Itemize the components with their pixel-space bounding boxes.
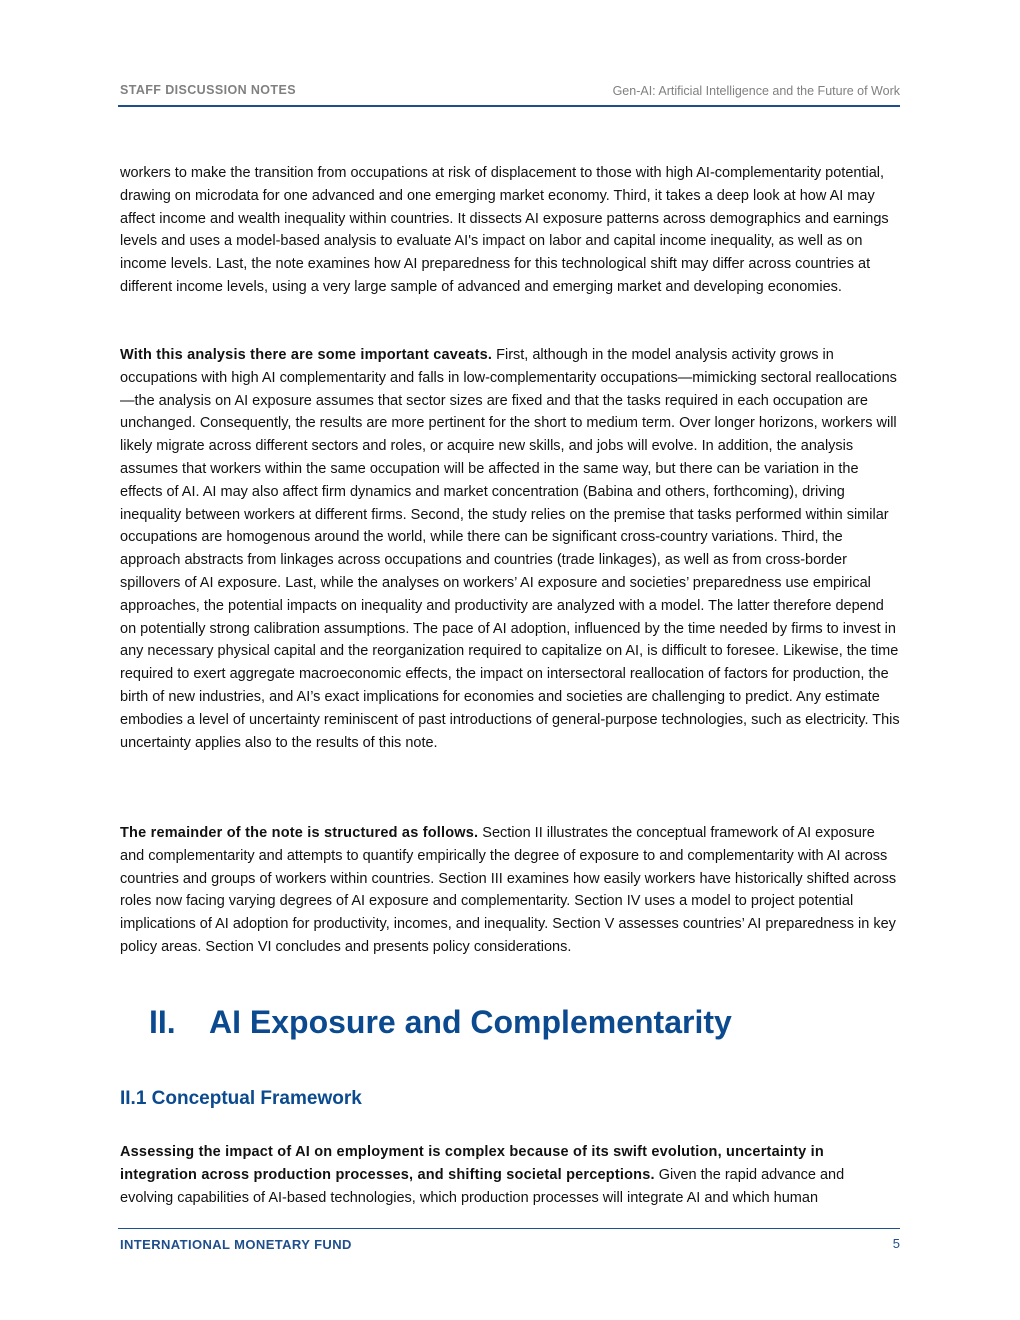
section-title: AI Exposure and Complementarity	[209, 1004, 732, 1040]
series-label: STAFF DISCUSSION NOTES	[120, 83, 296, 97]
paragraph-text: Given the rapid advance and evolving capabilities of AI-based technologies, which production processes will integrate AI and which human	[120, 1166, 845, 1206]
paragraph-intro-continued	[120, 162, 900, 299]
header-divider	[118, 105, 900, 107]
page-number: 5	[892, 1236, 900, 1251]
paragraph-caveats	[120, 344, 900, 754]
paragraph-conceptual	[120, 1141, 900, 1209]
paragraph-lead: The remainder of the note is structured as follows.	[120, 825, 479, 841]
paragraph-lead: With this analysis there are some important caveats.	[120, 347, 493, 363]
paragraph-text: Section II illustrates the conceptual framework of AI exposure and complementarity and attempts to quantify empirically the degree of exposure to and complementarity with AI across countries and groups of workers within countries. Section III examines how easily workers have historically shifted across roles now facing varying degrees of AI exposure and complementarity. Section IV uses a model to project potential implications of AI adoption for productivity, incomes, and inequality. Section V assesses countries’ AI preparedness in key policy areas. Section VI concludes and presents policy considerations.	[120, 825, 897, 955]
subsection-heading: II.1 Conceptual Framework	[120, 1088, 362, 1109]
paragraph-text: workers to make the transition from occupations at risk of displacement to those with high AI-complementarity potential, drawing on microdata for one advanced and one emerging market economy. Third, it takes a deep look at how AI may affect income and wealth inequality within countries. It dissects AI exposure patterns across demographics and earnings levels and uses a model-based analysis to evaluate AI's impact on labor and capital income inequality, as well as on income levels. Last, the note examines how AI preparedness for this technological shift may differ across countries at different income levels, using a very large sample of advanced and emerging market and developing economies.	[120, 165, 889, 295]
paragraph-text: First, although in the model analysis activity grows in occupations with high AI complementarity and falls in low-complementarity occupations—mimicking sectoral reallocations—the analysis on AI exposure assumes that sector sizes are fixed and that the tasks required in each occupation are unchanged. Consequently, the results are more pertinent for the short to medium term. Over longer horizons, workers will likely migrate across different sectors and roles, or acquire new skills, and jobs will evolve. In addition, the analysis assumes that workers within the same occupation will be affected in the same way, but there can be variation in the effects of AI. AI may also affect firm dynamics and market concentration (Babina and others, forthcoming), driving inequality between workers at different firms. Second, the study relies on the premise that tasks performed within similar occupations are homogenous around the world, while there can be significant cross-country variations. Third, the approach abstracts from linkages across occupations and countries (trade linkages), as well as from cross-border spillovers of AI exposure. Last, while the analyses on workers’ AI exposure and societies’ preparedness use empirical approaches, the potential impacts on inequality and productivity are analyzed with a model. The latter therefore depend on potentially strong calibration assumptions. The pace of AI adoption, influenced by the time needed by firms to invest in any necessary physical capital and the reorganization required to capitalize on AI, is difficult to foresee. Likewise, the time required to exert aggregate macroeconomic effects, the impact on intersectoral reallocation of factors for production, the birth of new industries, and AI’s exact implications for economies and societies are challenging to predict. Any estimate embodies a level of uncertainty reminiscent of past introductions of general-purpose technologies, such as electricity. This uncertainty applies also to the results of this note.	[120, 347, 900, 751]
paragraph-structure	[120, 822, 900, 959]
footer-divider	[118, 1228, 900, 1229]
organization-name: INTERNATIONAL MONETARY FUND	[120, 1237, 352, 1252]
document-title: Gen-AI: Artificial Intelligence and the Future of Work	[612, 84, 900, 98]
paragraph-lead: Assessing the impact of AI on employment is complex because of its swift evolution, uncertainty in integration across production processes, and shifting societal perceptions.	[120, 1144, 824, 1183]
section-heading	[149, 1004, 732, 1041]
section-number: II.	[149, 1004, 176, 1040]
